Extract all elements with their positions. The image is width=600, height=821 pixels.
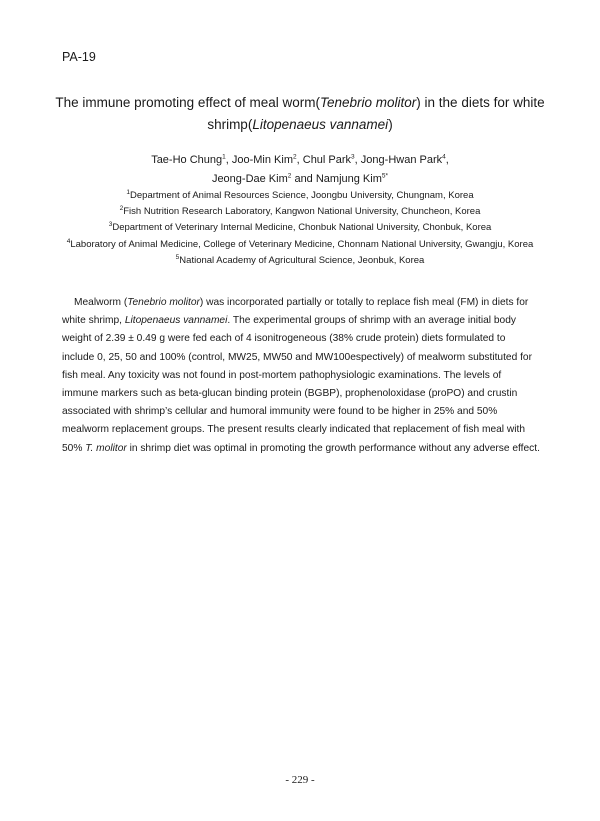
author: Chul Park$^3$, (302, 153, 361, 166)
title-species-2: Litopenaeus vannamei (252, 117, 389, 132)
title-text: The immune promoting effect of meal worm( (55, 95, 320, 110)
affiliation-list (20, 188, 580, 269)
title-text: ) in the diets for white shrimp( (207, 95, 545, 132)
affiliation: $^1$Department of Animal Resources Science, Joongbu University, Chungnam, Korea (126, 188, 474, 201)
page-number: - 229 - (285, 774, 315, 786)
abstract-code: PA-19 (62, 50, 96, 64)
title-text: ) (388, 117, 393, 132)
affiliation: $^3$Department of Veterinary Internal Medicine, Chonbuk National University, Chonbuk, Korea (108, 221, 492, 234)
affiliation: $^5$National Academy of Agricultural Science, Jeonbuk, Korea (175, 253, 425, 266)
title-species-1: Tenebrio molitor (319, 95, 417, 110)
author: Namjung Kim$^{5*}$ (315, 172, 389, 185)
author-list (40, 151, 560, 189)
affiliation: $^4$Laboratory of Animal Medicine, College of Veterinary Medicine, Chonnam National University, Gwangju, Korea (66, 237, 534, 250)
affiliation: $^2$Fish Nutrition Research Laboratory, Kangwon National University, Chuncheon, Korea (119, 205, 481, 218)
author: Jeong-Dae Kim$^2$ and (211, 172, 316, 185)
author: Joo-Min Kim$^2$, (231, 153, 303, 166)
paper-title (40, 92, 560, 136)
abstract-body: Mealworm (Tenebrio molitor) was incorporated partially or totally to replace fish meal (FM) in diets for white shrimp, Litopenaeus vannamei. The experimental groups of shrimp with an average initial body weight of 2.39 ± 0.49 g were fed each of 4 isonitrogeneous (38% crude protein) diets formulated to include 0, 25, 50 and 100% (control, MW25, MW50 and MW100espectively) of mealworm substituted for fish meal. Any toxicity was not found in post-mortem pathophysiologic examinations. The levels of immune markers such as beta-glucan binding protein (BGBP), prophenoloxidase (proPO) and crustin associated with shrimp’s cellular and humoral immunity were found to be higher in 25% and 50% mealworm replacement groups. The present results clearly indicated that replacement of fish meal with 50% T. molitor in shrimp diet was optimal in promoting the growth performance without any adverse effect. (62, 297, 540, 454)
author: Jong-Hwan Park$^4$, (360, 153, 449, 166)
author: Tae-Ho Chung$^1$, (151, 153, 232, 166)
